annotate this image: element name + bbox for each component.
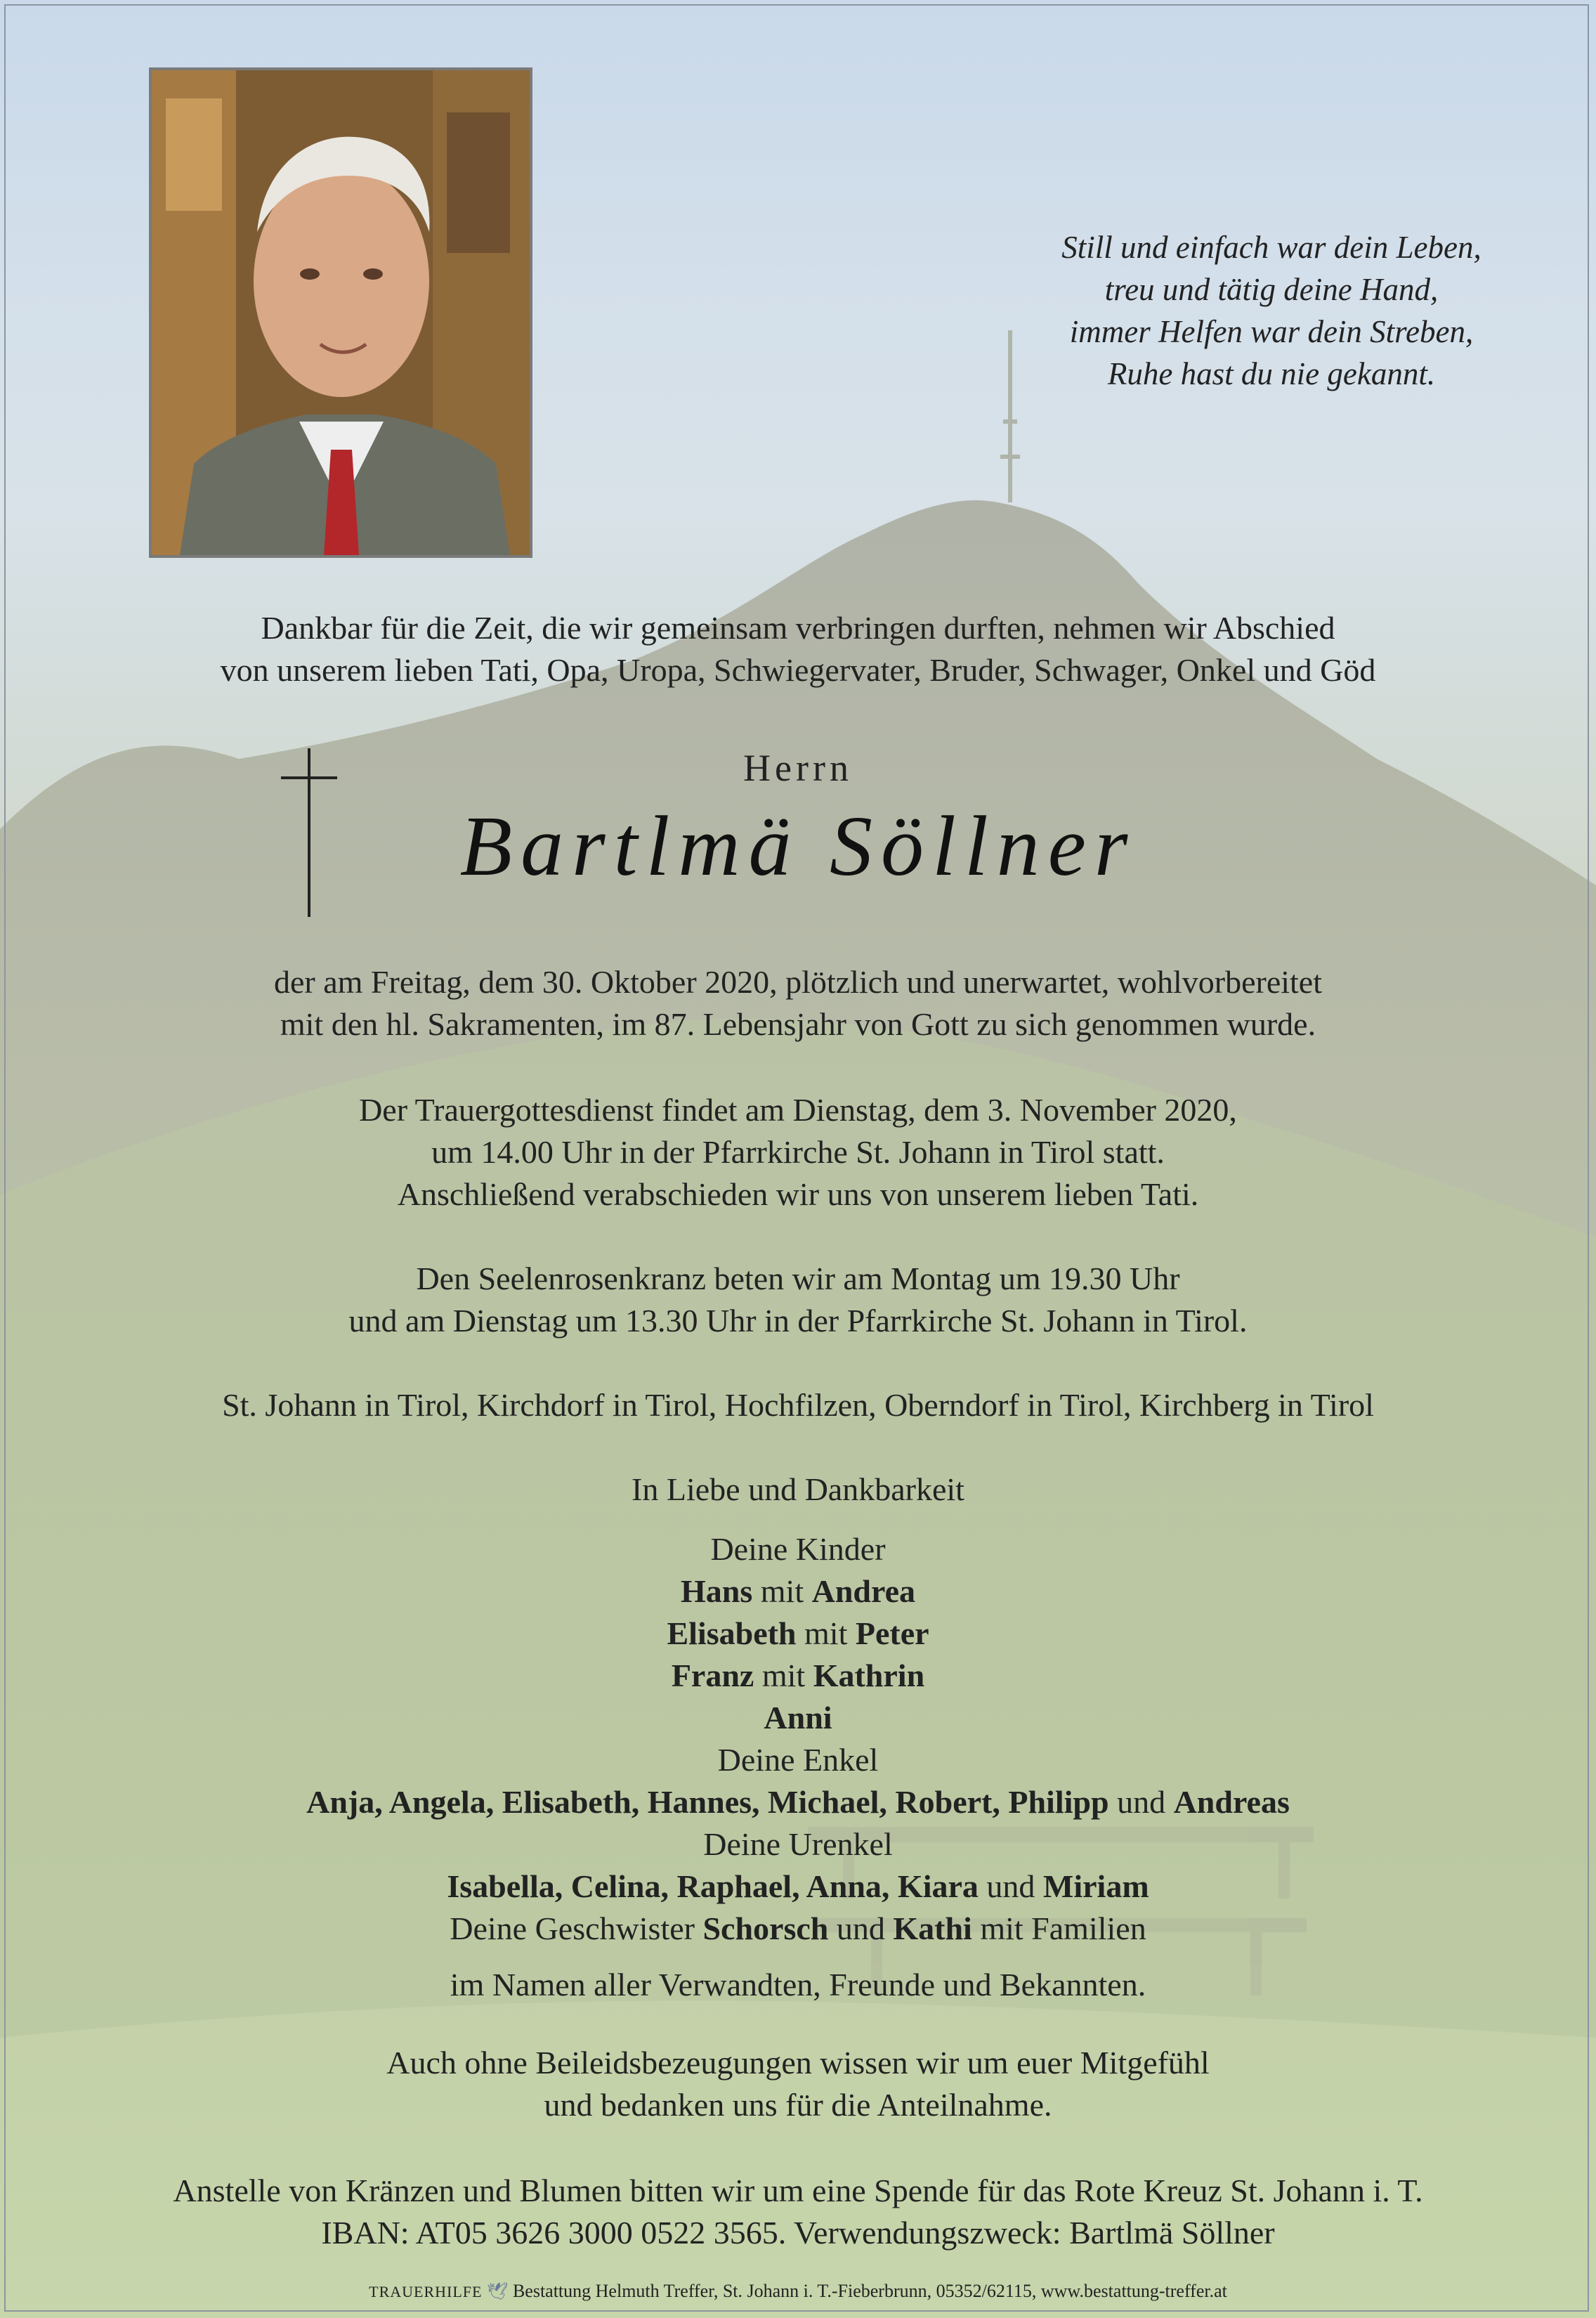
undertaker-footer xyxy=(0,2281,1596,2302)
death-notice-line: mit den hl. Sakramenten, im 87. Lebensjahr von Gott zu sich genommen wurde. xyxy=(280,1006,1316,1042)
poem-line: treu und tätig deine Hand, xyxy=(1104,272,1439,307)
child-row: Franz mit Kathrin xyxy=(671,1658,925,1693)
rosary-line: Den Seelenrosenkranz beten wir am Montag um 19.30 Uhr xyxy=(416,1261,1180,1296)
child-row: Elisabeth mit Peter xyxy=(667,1615,929,1651)
places-line: St. Johann in Tirol, Kirchdorf in Tirol, Hochfilzen, Oberndorf in Tirol, Kirchberg in Tirol xyxy=(222,1387,1374,1423)
deceased-name: Bartlmä Söllner xyxy=(459,799,1137,894)
poem-line: Ruhe hast du nie gekannt. xyxy=(1107,356,1436,391)
service-details xyxy=(0,1089,1596,1216)
death-notice xyxy=(0,961,1596,1046)
intro-text xyxy=(0,607,1596,691)
poem-line: immer Helfen war dein Streben, xyxy=(1069,314,1474,349)
death-notice-line: der am Freitag, dem 30. Oktober 2020, plötzlich und unerwartet, wohlvorbereitet xyxy=(273,964,1322,1000)
great-grandchildren-row: Isabella, Celina, Raphael, Anna, Kiara und Miriam xyxy=(447,1868,1149,1904)
donation-iban: IBAN: AT05 3626 3000 0522 3565. Verwendungszweck: Bartlmä Söllner xyxy=(321,2215,1275,2251)
rosary-line: und am Dienstag um 13.30 Uhr in der Pfarrkirche St. Johann in Tirol. xyxy=(348,1303,1248,1339)
great-grandchildren-label: Deine Urenkel xyxy=(703,1826,893,1862)
relatives-line: im Namen aller Verwandten, Freunde und Bekannten. xyxy=(450,1967,1146,2003)
intro-line: von unserem lieben Tati, Opa, Uropa, Schwiegervater, Bruder, Schwager, Onkel und Göd xyxy=(220,652,1376,688)
dove-icon: 🕊 xyxy=(486,2283,509,2301)
service-line: Anschließend verabschieden wir uns von unserem lieben Tati. xyxy=(397,1176,1199,1212)
grandchildren-label: Deine Enkel xyxy=(717,1742,879,1778)
footer-text: Bestattung Helmuth Treffer, St. Johann i. T.-Fieberbrunn, 05352/62115, www.bestattung-treffer.at xyxy=(512,2281,1227,2301)
grandchildren-row: Anja, Angela, Elisabeth, Hannes, Michael, Robert, Philipp und Andreas xyxy=(306,1784,1290,1820)
family-list xyxy=(0,1469,1596,2006)
donation-note xyxy=(0,2170,1596,2254)
condolence-note xyxy=(0,2042,1596,2126)
salutation: Herrn xyxy=(743,747,853,789)
family-opening: In Liebe und Dankbarkeit xyxy=(632,1471,964,1507)
condolence-line: Auch ohne Beileidsbezeugungen wissen wir um euer Mitgefühl xyxy=(386,2045,1210,2081)
intro-line: Dankbar für die Zeit, die wir gemeinsam verbringen durften, nehmen wir Abschied xyxy=(261,610,1335,646)
memorial-poem xyxy=(969,226,1574,395)
footer-brand: TRAUERHILFE xyxy=(369,2283,483,2300)
donation-line: Anstelle von Kränzen und Blumen bitten wir um eine Spende für das Rote Kreuz St. Johann i. T. xyxy=(173,2173,1423,2208)
child-row: Hans mit Andrea xyxy=(681,1573,915,1609)
service-line: um 14.00 Uhr in der Pfarrkirche St. Johann in Tirol statt. xyxy=(431,1134,1165,1170)
service-line: Der Trauergottesdienst findet am Dienstag, dem 3. November 2020, xyxy=(359,1092,1237,1128)
poem-line: Still und einfach war dein Leben, xyxy=(1061,230,1481,265)
children-label: Deine Kinder xyxy=(710,1531,886,1567)
child-row: Anni xyxy=(764,1700,832,1736)
rosary-details xyxy=(0,1258,1596,1342)
condolence-line: und bedanken uns für die Anteilnahme. xyxy=(544,2087,1052,2123)
portrait-photo xyxy=(149,67,532,558)
siblings-row: Deine Geschwister Schorsch und Kathi mit Familien xyxy=(450,1910,1146,1946)
